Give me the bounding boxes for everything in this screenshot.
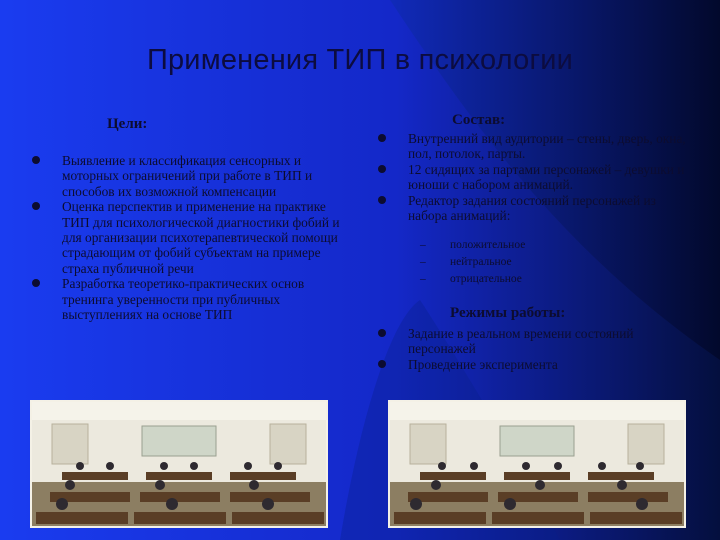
- modes-heading: Режимы работы:: [450, 305, 566, 321]
- classroom-image-left: [30, 400, 328, 528]
- dash-icon: –: [420, 239, 426, 251]
- state-subitem: – отрицательное: [420, 271, 525, 288]
- bullet-dot-icon: [378, 360, 386, 368]
- goal-item: Выявление и классификация сенсорных и моторных ограничений при работе в ТИП и способов их возможной компенсации: [32, 153, 342, 199]
- bullet-dot-icon: [32, 202, 40, 210]
- goal-item: Разработка теоретико-практических основ тренинга уверенности при публичных выступлениях на основе ТИП: [32, 276, 342, 322]
- bullet-dot-icon: [32, 156, 40, 164]
- goals-list: [32, 153, 342, 322]
- slide-title: Применения ТИП в психологии: [146, 44, 574, 76]
- mode-item: Задание в реальном времени состояний персонажей: [378, 326, 698, 357]
- bullet-dot-icon: [378, 165, 386, 173]
- modes-list: [378, 326, 698, 372]
- bullet-dot-icon: [32, 279, 40, 287]
- composition-list: [378, 131, 698, 223]
- composition-item: Редактор задания состояний персонажей из набора анимаций:: [378, 193, 698, 224]
- goal-item: Оценка перспектив и применение на практике ТИП для психологической диагностики фобий и для организации психотерапевтической помощи страдающим от фобий субъектам на примере страха публичной речи: [32, 199, 342, 276]
- composition-item: 12 сидящих за партами персонажей – девушки и юноши с набором анимаций.: [378, 162, 698, 193]
- classroom-image-right: [388, 400, 686, 528]
- goals-heading: Цели:: [107, 116, 148, 132]
- composition-heading: Состав:: [452, 112, 506, 128]
- bullet-dot-icon: [378, 134, 386, 142]
- mode-item: Проведение эксперимента: [378, 357, 698, 372]
- dash-icon: –: [420, 256, 426, 268]
- state-subitem: – нейтральное: [420, 254, 525, 271]
- dash-icon: –: [420, 273, 426, 285]
- state-subitem: – положительное: [420, 237, 525, 254]
- composition-item: Внутренний вид аудитории – стены, дверь, окна, пол, потолок, парты.: [378, 131, 698, 162]
- bullet-dot-icon: [378, 329, 386, 337]
- state-sublist: [420, 237, 525, 288]
- bullet-dot-icon: [378, 196, 386, 204]
